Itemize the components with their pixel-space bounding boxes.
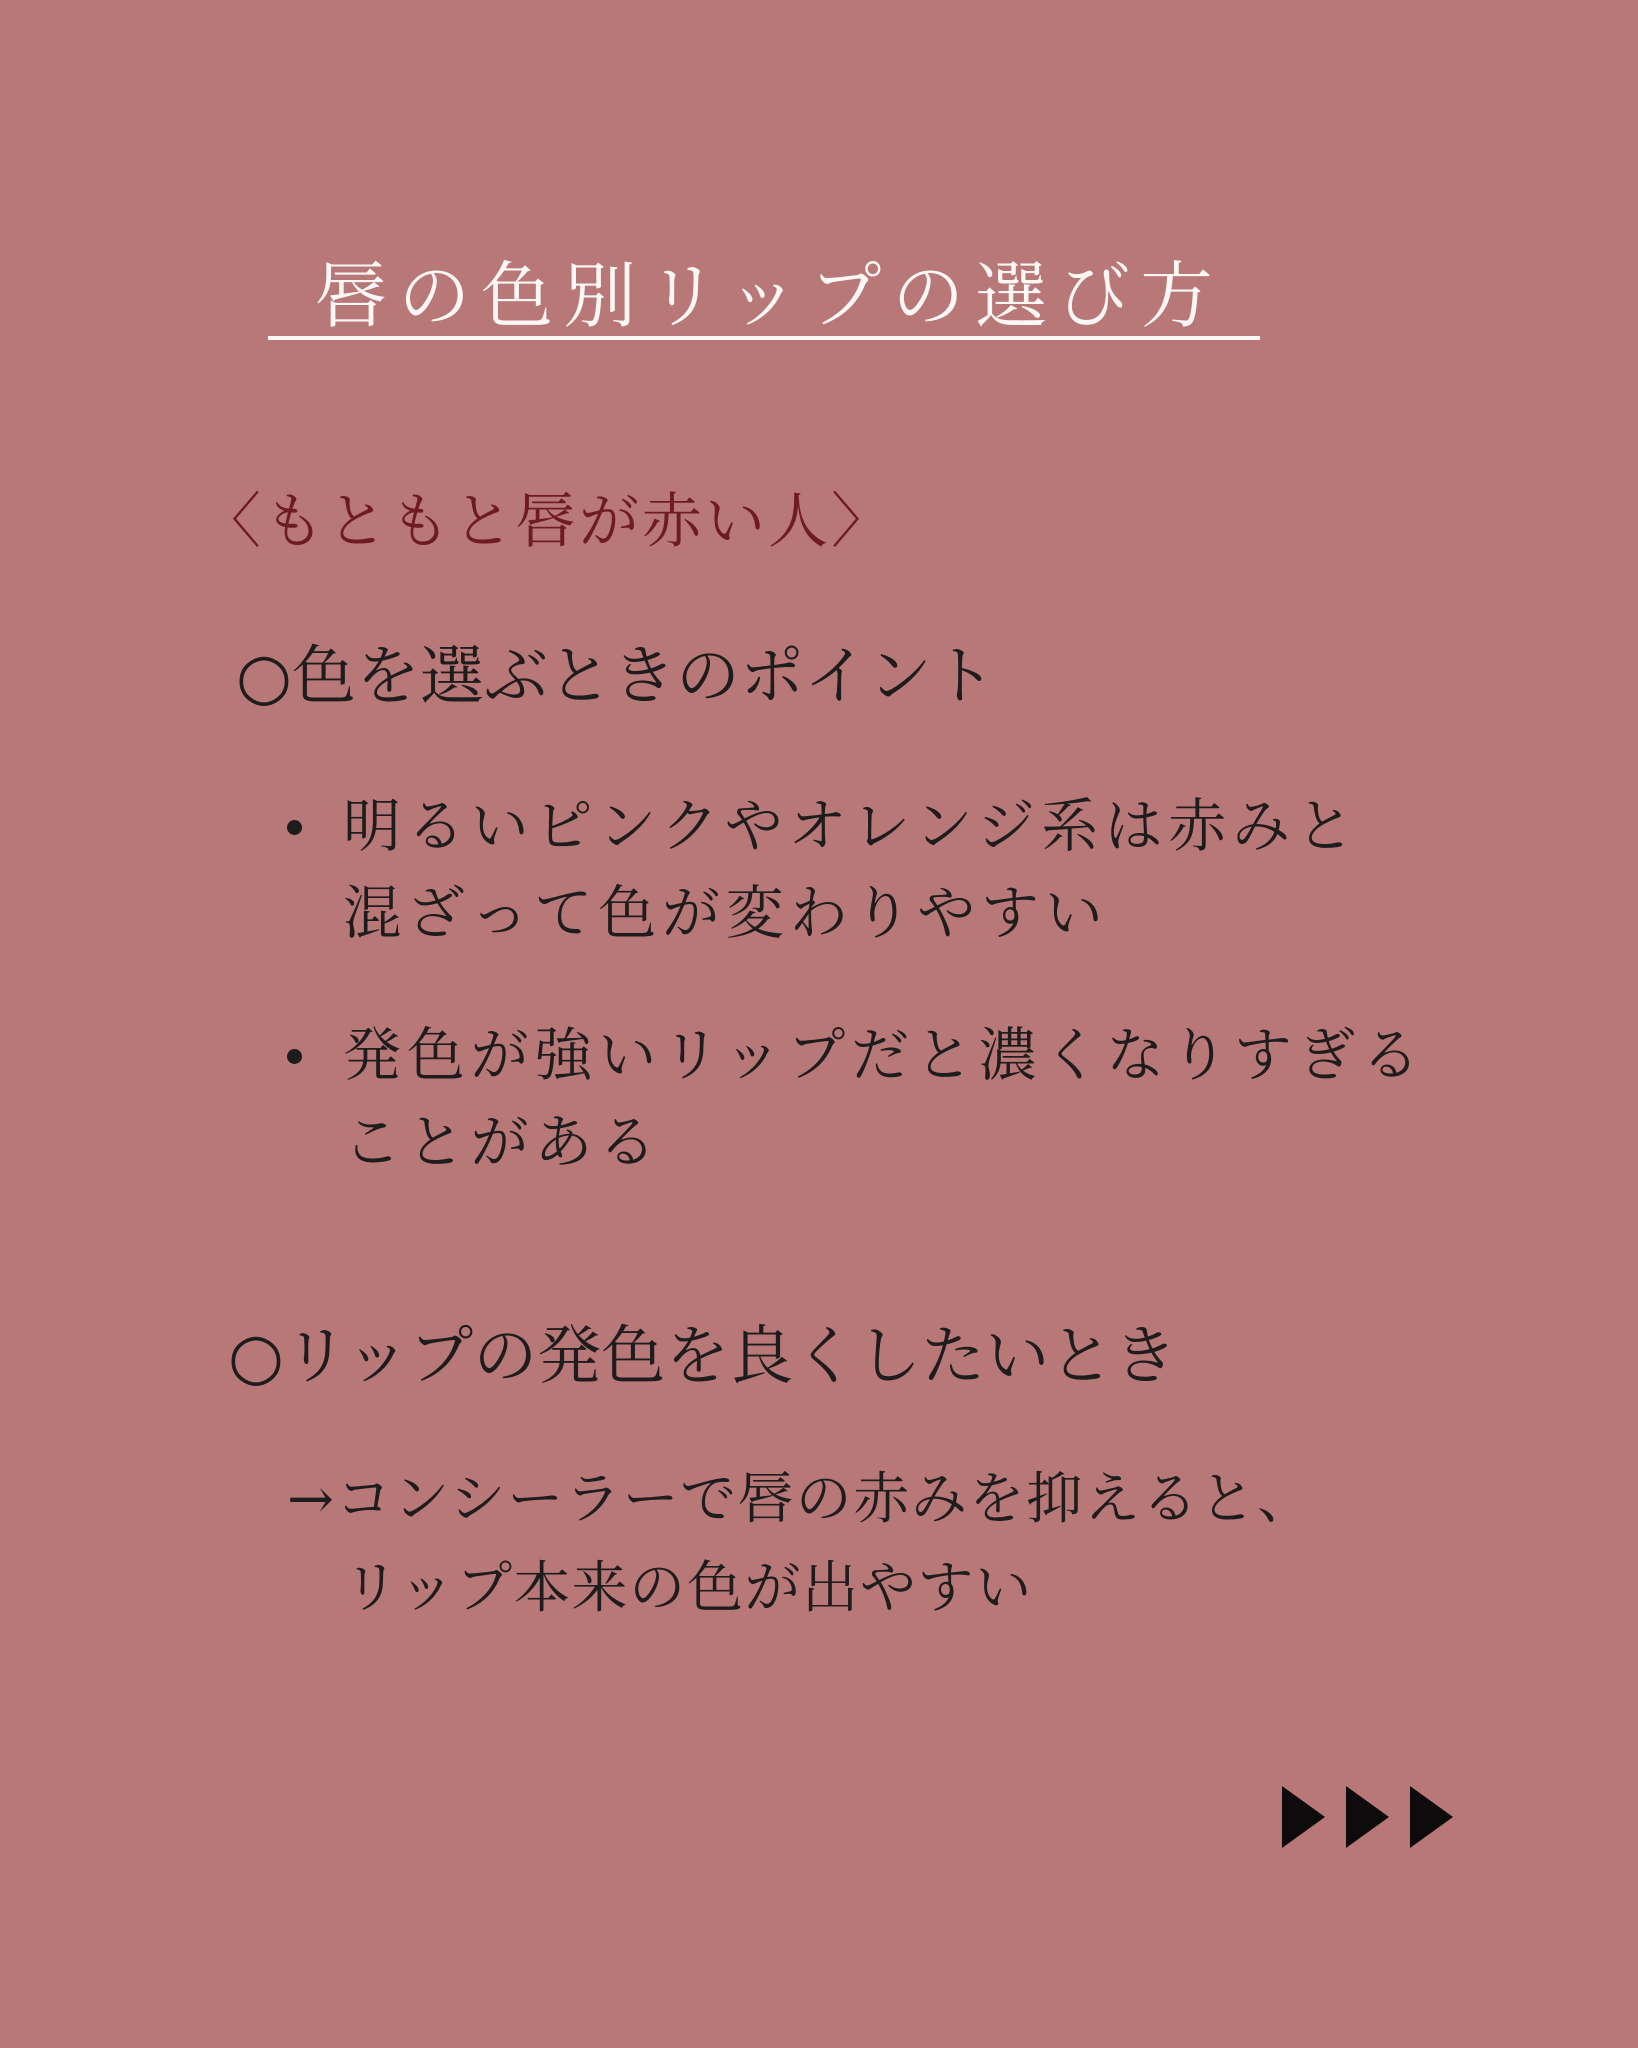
section-heading-improve-color: ○リップの発色を良くしたいとき bbox=[228, 1320, 1178, 1394]
bullet-line: 発色が強いリップだと濃くなりすぎる bbox=[343, 1021, 1426, 1089]
next-page-indicator[interactable] bbox=[1282, 1786, 1453, 1848]
bullet-dot-icon bbox=[287, 820, 302, 835]
bullet-line: 混ざって色が変わりやすい bbox=[343, 879, 1109, 947]
play-triangle-icon bbox=[1410, 1786, 1453, 1848]
play-triangle-icon bbox=[1346, 1786, 1389, 1848]
bullet-item bbox=[287, 783, 1360, 957]
play-triangle-icon bbox=[1282, 1786, 1325, 1848]
note-line: リップ本来の色が出やすい bbox=[343, 1556, 1033, 1621]
audience-heading: 〈もともと唇が赤い人〉 bbox=[201, 487, 894, 557]
section-heading-color-points: ○色を選ぶときのポイント bbox=[236, 640, 996, 714]
bullet-item bbox=[287, 1012, 1425, 1186]
bullet-line: 明るいピンクやオレンジ系は赤みと bbox=[343, 792, 1360, 860]
note-line-arrow: →コンシーラーで唇の赤みを抑えると、 bbox=[287, 1467, 1315, 1532]
page-title: 唇の色別リップの選び方 bbox=[315, 254, 1224, 338]
arrow-note bbox=[287, 1455, 1315, 1633]
bullet-line: ことがある bbox=[343, 1108, 663, 1176]
bullet-dot-icon bbox=[287, 1049, 302, 1064]
title-underline bbox=[268, 254, 1260, 340]
